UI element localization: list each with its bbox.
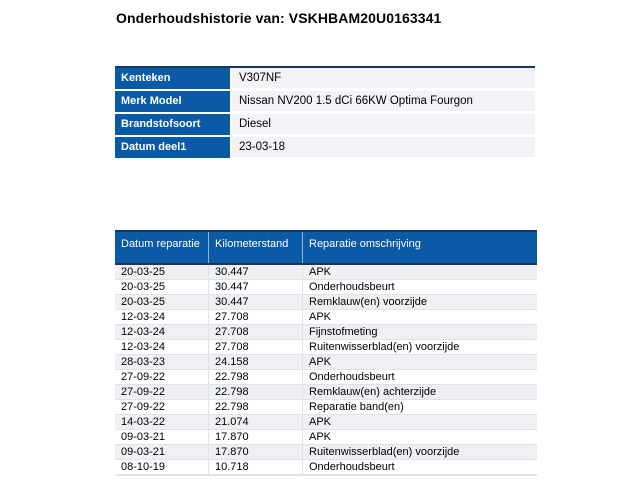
history-header-kilometerstand: Kilometerstand [209, 232, 303, 263]
vehicle-info-row [115, 114, 535, 135]
history-cell-km: 27.708 [209, 310, 303, 325]
history-cell-date: 20-03-25 [115, 295, 209, 310]
history-header-reparatie-omschrijving: Reparatie omschrijving [309, 238, 421, 250]
history-row [115, 445, 537, 460]
history-cell-km: 17.870 [209, 445, 303, 460]
vehicle-info-row [115, 137, 535, 158]
vehicle-info-label: Kenteken [115, 68, 230, 89]
history-cell-km: 22.798 [209, 385, 303, 400]
history-table [115, 230, 537, 476]
vehicle-info-label: Merk Model [115, 91, 230, 112]
history-cell-km: 27.708 [209, 325, 303, 340]
history-cell-description: Onderhoudsbeurt [303, 280, 537, 295]
history-row [115, 325, 537, 340]
vehicle-info-value-datum-deel1: 23-03-18 [232, 137, 535, 158]
history-cell-description: Remklauw(en) achterzijde [303, 385, 537, 400]
history-cell-km: 30.447 [209, 280, 303, 295]
vehicle-info-table [115, 66, 535, 158]
history-cell-date: 08-10-19 [115, 460, 209, 475]
history-cell-description: APK [303, 430, 537, 445]
vehicle-info-label: Brandstofsoort [115, 114, 230, 135]
history-cell-km: 24.158 [209, 355, 303, 370]
history-table-body [115, 265, 537, 475]
history-cell-description: Ruitenwisserblad(en) voorzijde [303, 340, 537, 355]
page-title: Onderhoudshistorie van: VSKHBAM20U0163341 [116, 10, 442, 26]
history-cell-km: 10.718 [209, 460, 303, 475]
vehicle-info-value-brandstofsoort: Diesel [232, 114, 535, 135]
history-cell-date: 09-03-21 [115, 430, 209, 445]
history-cell-date: 09-03-21 [115, 445, 209, 460]
history-cell-description: Fijnstofmeting [303, 325, 537, 340]
history-cell-km: 27.708 [209, 340, 303, 355]
history-row [115, 385, 537, 400]
history-cell-date: 27-09-22 [115, 400, 209, 415]
history-cell-km: 17.870 [209, 430, 303, 445]
history-cell-date: 28-03-23 [115, 355, 209, 370]
vehicle-info-value-kenteken: V307NF [232, 68, 535, 89]
vehicle-info-value-merk-model: Nissan NV200 1.5 dCi 66KW Optima Fourgon [232, 91, 535, 112]
history-cell-km: 30.447 [209, 265, 303, 280]
history-row [115, 355, 537, 370]
history-row [115, 265, 537, 280]
history-cell-km: 30.447 [209, 295, 303, 310]
history-cell-description: Remklauw(en) voorzijde [303, 295, 537, 310]
history-cell-date: 27-09-22 [115, 385, 209, 400]
history-cell-description: Onderhoudsbeurt [303, 370, 537, 385]
history-row [115, 295, 537, 310]
history-cell-date: 27-09-22 [115, 370, 209, 385]
history-row [115, 400, 537, 415]
history-cell-date: 12-03-24 [115, 340, 209, 355]
history-row [115, 370, 537, 385]
history-row [115, 310, 537, 325]
history-cell-description: APK [303, 310, 537, 325]
history-cell-description: APK [303, 355, 537, 370]
history-cell-description: Ruitenwisserblad(en) voorzijde [303, 445, 537, 460]
history-cell-date: 12-03-24 [115, 325, 209, 340]
history-cell-date: 14-03-22 [115, 415, 209, 430]
history-cell-date: 20-03-25 [115, 265, 209, 280]
history-row [115, 430, 537, 445]
history-row [115, 460, 537, 475]
history-cell-description: Reparatie band(en) [303, 400, 537, 415]
vehicle-info-row [115, 68, 535, 89]
history-row [115, 280, 537, 295]
history-cell-date: 12-03-24 [115, 310, 209, 325]
history-row [115, 415, 537, 430]
history-cell-description: APK [303, 415, 537, 430]
history-cell-description: APK [303, 265, 537, 280]
history-header-datum-reparatie: Datum reparatie [115, 232, 209, 263]
history-cell-date: 20-03-25 [115, 280, 209, 295]
history-cell-description: Onderhoudsbeurt [303, 460, 537, 475]
history-cell-km: 21.074 [209, 415, 303, 430]
history-table-header [115, 232, 537, 265]
history-cell-km: 22.798 [209, 370, 303, 385]
history-row [115, 340, 537, 355]
vehicle-info-label: Datum deel1 [115, 137, 230, 158]
history-cell-km: 22.798 [209, 400, 303, 415]
vehicle-info-row [115, 91, 535, 112]
